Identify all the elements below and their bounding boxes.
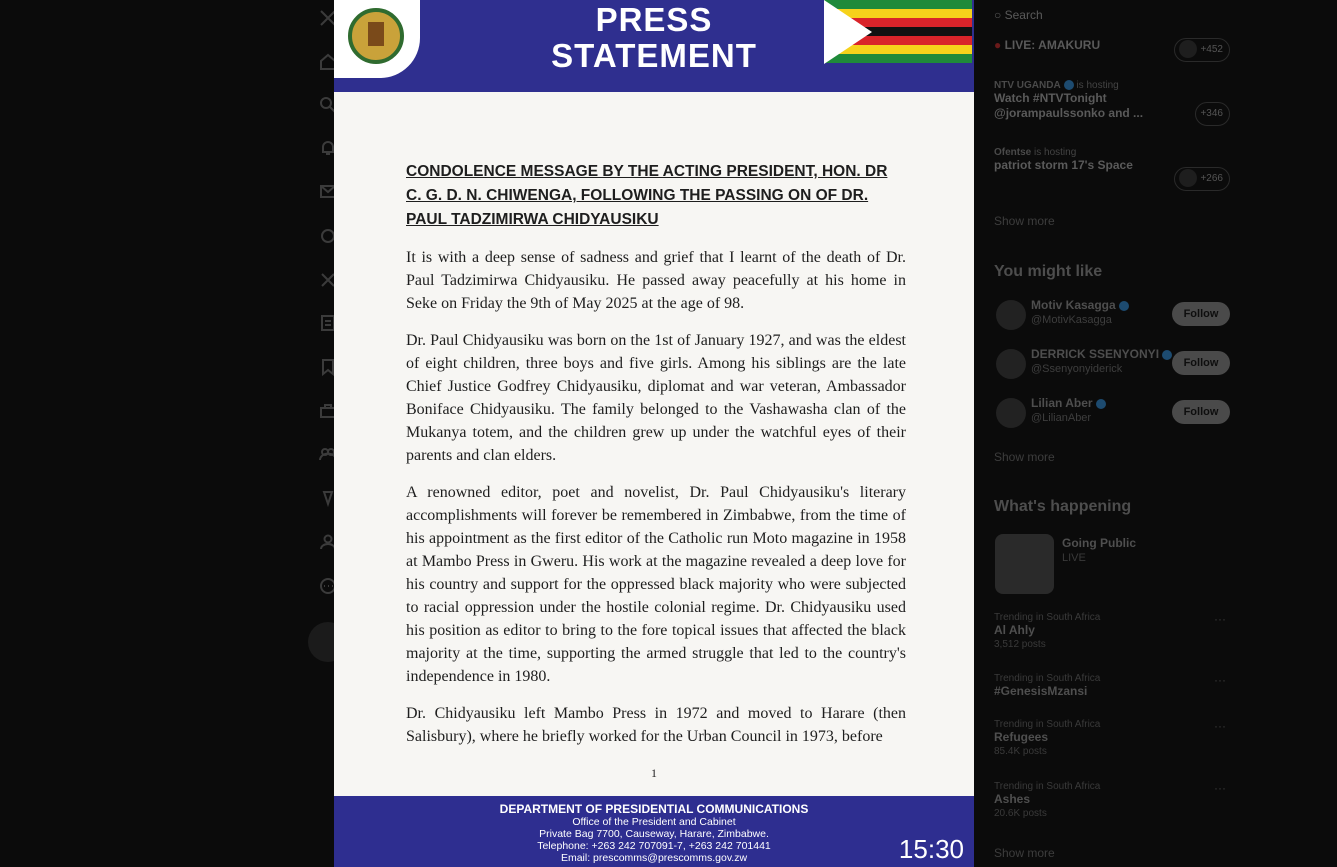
- avatar[interactable]: [996, 398, 1026, 428]
- media-viewer-image: [334, 0, 974, 867]
- show-more-link[interactable]: Show more: [994, 450, 1055, 464]
- space-title: LIVE: AMAKURU: [1004, 38, 1101, 52]
- page-number: 1: [651, 766, 657, 780]
- footer-phone: Telephone: +263 242 707091-7, +263 242 701441: [537, 840, 771, 852]
- zimbabwe-flag-icon: [824, 0, 972, 64]
- trend-item[interactable]: [994, 719, 1234, 757]
- verified-badge-icon: [1119, 301, 1129, 311]
- follow-suggestion[interactable]: [994, 396, 1234, 436]
- avatar[interactable]: [996, 300, 1026, 330]
- statement-paragraph: A renowned editor, poet and novelist, Dr. Paul Chidyausiku's literary accomplishments will forever be remembered in Zimbabwe, from the time of his appointment as the first editor of the Catholic run Moto magazine in 1958 at Mambo Press in Gweru. His work at the magazine revealed a deep love for his country and support for the oppressed black majority who were subjected to racial oppression under the hostile colonial regime. Dr. Chidyausiku used his position as editor to bring to the fore topical issues that affected the black majority at the time, supporting the armed struggle that led to the country's independence in 1980.: [406, 484, 906, 685]
- live-space-card[interactable]: NTV UGANDA is hosting Watch #NTVTonight @jorampaulssonko and ... +346: [994, 80, 1234, 121]
- trend-posts: 85.4K posts: [994, 746, 1047, 757]
- search-icon: ○: [994, 8, 1005, 22]
- person-name: Lilian Aber: [1031, 396, 1093, 410]
- statement-body: [406, 160, 906, 748]
- trend-context: Trending in South Africa: [994, 719, 1101, 730]
- trend-posts: 20.6K posts: [994, 808, 1047, 819]
- verified-badge-icon: [1064, 80, 1074, 90]
- person-handle: @MotivKasagga: [1031, 314, 1112, 326]
- news-status: LIVE: [1062, 552, 1086, 564]
- follow-suggestion[interactable]: [994, 298, 1234, 338]
- live-space-card[interactable]: Ofentse is hosting patriot storm 17's Space +266: [994, 147, 1234, 173]
- live-dot-icon: ●: [994, 38, 1005, 52]
- trend-context: Trending in South Africa: [994, 781, 1101, 792]
- verified-badge-icon: [1096, 399, 1106, 409]
- more-options-icon[interactable]: ···: [1214, 673, 1226, 687]
- avatar[interactable]: [996, 349, 1026, 379]
- show-more-link[interactable]: Show more: [994, 214, 1055, 228]
- person-name: Motiv Kasagga: [1031, 298, 1116, 312]
- show-more-link[interactable]: Show more: [994, 846, 1055, 860]
- listener-count: +266: [1174, 167, 1230, 191]
- news-item[interactable]: [994, 534, 1234, 596]
- press-statement-header: [334, 0, 974, 92]
- avatar: [1179, 40, 1197, 58]
- verified-badge-icon: [1162, 350, 1172, 360]
- space-host: NTV UGANDA: [994, 80, 1061, 91]
- follow-button[interactable]: Follow: [1172, 400, 1230, 424]
- trend-posts: 3,512 posts: [994, 639, 1046, 650]
- trend-item[interactable]: [994, 781, 1234, 819]
- follow-button[interactable]: Follow: [1172, 351, 1230, 375]
- coat-of-arms-icon: [334, 0, 420, 78]
- more-options-icon[interactable]: ···: [1214, 612, 1226, 626]
- statement-footer: [334, 796, 974, 867]
- whats-happening-heading: What's happening: [994, 498, 1132, 515]
- header-title-statement: STATEMENT: [551, 37, 757, 74]
- space-host: Ofentse: [994, 147, 1032, 158]
- follow-suggestion[interactable]: [994, 347, 1234, 387]
- space-title: patriot storm 17's Space: [994, 158, 1133, 172]
- trend-name: Al Ahly: [994, 623, 1035, 637]
- statement-paragraph: Dr. Paul Chidyausiku was born on the 1st of January 1927, and was the eldest of eight children, three boys and five girls. Among his siblings are the late Chief Justice Godfrey Chidyausiku, diplomat and war veteran, Ambassador Boniface Chidyausiku. The family belonged to the Vashawasha clan of the Mukanya totem, and the children grew up under the watchful eyes of their parents and clan elders.: [406, 332, 906, 464]
- trend-context: Trending in South Africa: [994, 673, 1101, 684]
- trend-item[interactable]: [994, 612, 1234, 650]
- right-sidebar: [994, 0, 1234, 867]
- news-title: Going Public: [1062, 536, 1136, 550]
- trend-item[interactable]: [994, 673, 1234, 700]
- space-title: Watch #NTVTonight @jorampaulssonko and ...: [994, 91, 1144, 120]
- person-name: DERRICK SSENYONYI: [1031, 347, 1160, 361]
- listener-count: +452: [1174, 38, 1230, 62]
- footer-address: Private Bag 7700, Causeway, Harare, Zimbabwe.: [539, 828, 769, 840]
- header-title-press: PRESS: [595, 1, 713, 38]
- footer-department: DEPARTMENT OF PRESIDENTIAL COMMUNICATIONS: [499, 802, 809, 816]
- statement-heading: CONDOLENCE MESSAGE BY THE ACTING PRESIDENT, HON. DR C. G. D. N. CHIWENGA, FOLLOWING THE PASSING ON OF DR. PAUL TADZIMIRWA CHIDYAUSIKU: [406, 163, 888, 228]
- avatar: [1179, 169, 1197, 187]
- live-space-card[interactable]: [994, 38, 1234, 53]
- more-options-icon[interactable]: ···: [1214, 781, 1226, 795]
- more-options-icon[interactable]: ···: [1214, 719, 1226, 733]
- person-handle: @LilianAber: [1031, 412, 1092, 424]
- trend-name: Ashes: [994, 792, 1031, 806]
- search-input[interactable]: ○ Search: [994, 8, 1043, 22]
- trend-context: Trending in South Africa: [994, 612, 1101, 623]
- footer-email: Email: prescomms@prescomms.gov.zw: [560, 852, 748, 864]
- statement-paragraph: It is with a deep sense of sadness and grief that I learnt of the death of Dr. Paul Tadzimirwa Chidyausiku. He passed away peacefully at his home in Seke on Friday the 9th of May 2025 at the age of 98.: [406, 249, 906, 312]
- video-timestamp: 15:30: [898, 834, 964, 864]
- you-might-like-heading: You might like: [994, 263, 1103, 280]
- person-handle: @Ssenyonyiderick: [1031, 363, 1123, 375]
- footer-office: Office of the President and Cabinet: [572, 816, 736, 828]
- trend-name: #GenesisMzansi: [994, 684, 1088, 698]
- trend-name: Refugees: [994, 730, 1049, 744]
- listener-count: +346: [1195, 102, 1230, 126]
- news-thumbnail: [995, 534, 1054, 594]
- follow-button[interactable]: Follow: [1172, 302, 1230, 326]
- statement-paragraph: Dr. Chidyausiku left Mambo Press in 1972 and moved to Harare (then Salisbury), where he briefly worked for the Urban Council in 1973, before: [406, 705, 906, 745]
